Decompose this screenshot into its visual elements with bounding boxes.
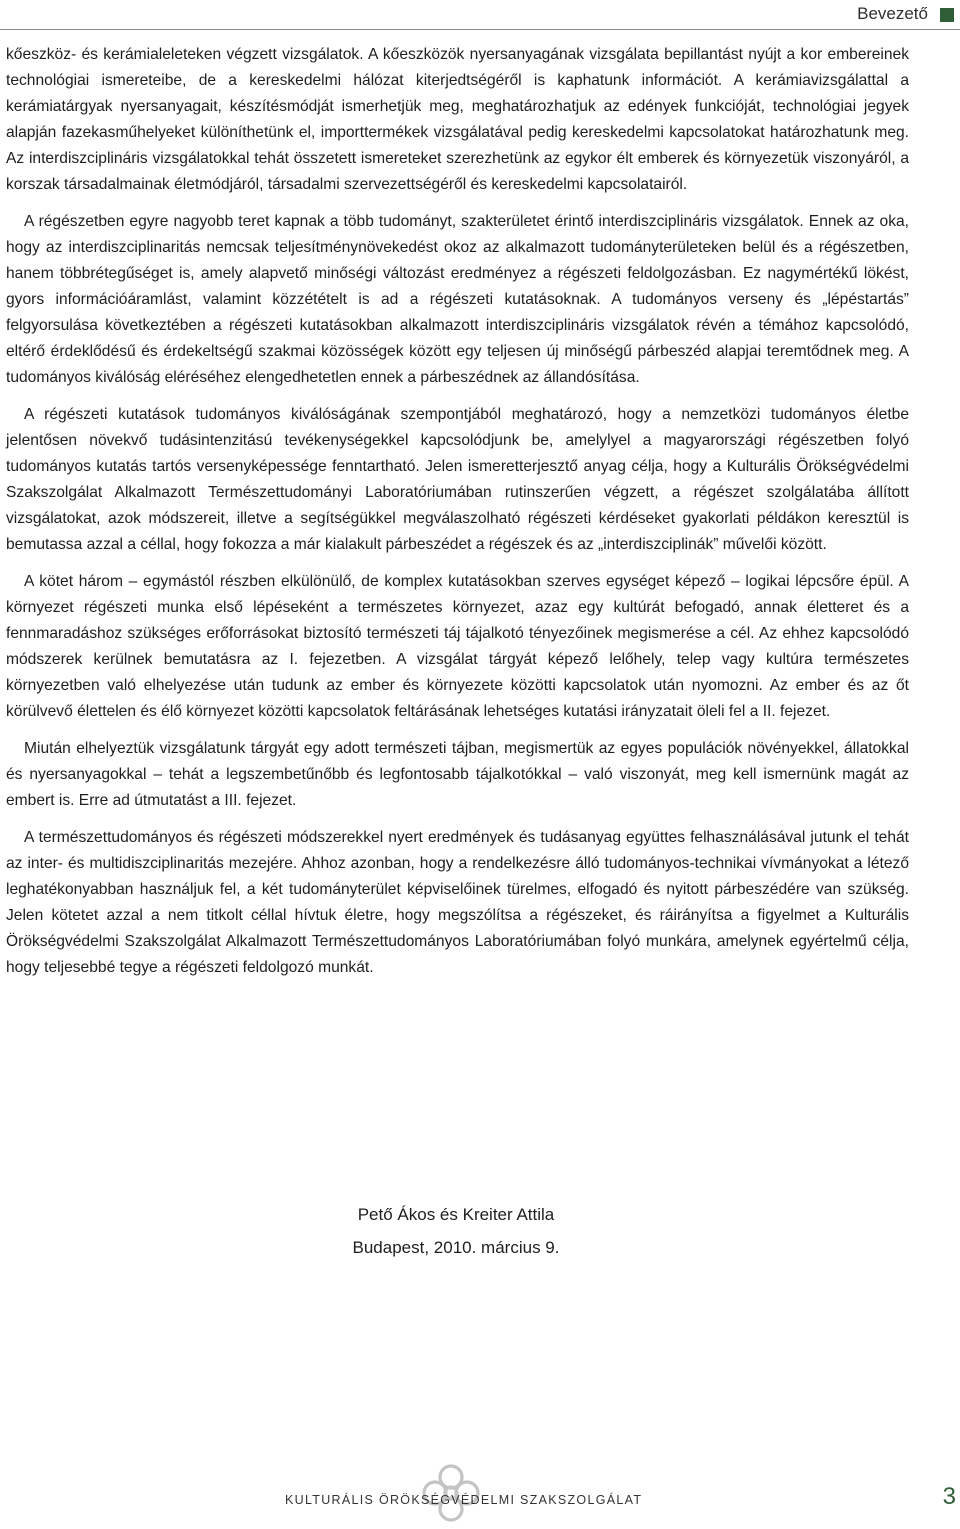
signature-place-date: Budapest, 2010. március 9. xyxy=(352,1238,560,1257)
footer-organization: KULTURÁLIS ÖRÖKSÉGVÉDELMI SZAKSZOLGÁLAT xyxy=(285,1493,643,1507)
signature-block xyxy=(0,1198,912,1264)
page-footer xyxy=(0,1460,960,1529)
paragraph: A régészeti kutatások tudományos kiválóságának szempontjából meghatározó, hogy a nemzetközi tudományos életbe jelentősen növekvő tudásintenzitású tevékenységekkel kapcsolódjunk be, amelylyel a magyarországi régészetben folyó tudományos kutatás tartós versenyképessége fenntartható. Jelen ismeretterjesztő anyag célja, hogy a Kulturális Örökségvédelmi Szakszolgálat Alkalmazott Természettudományi Laboratóriumában rutinszerűen végzett, a régészet szolgálatába állított vizsgálatokat, azok módszereit, illetve a segítségükkel megválaszolható régészeti kérdéseket gyakorlati példákon keresztül is bemutassa azzal a céllal, hogy fokozza a már kialakult párbeszédet a régészek és az „interdiszciplinák” művelői között. xyxy=(6,406,909,553)
header-rule xyxy=(0,29,960,30)
paragraph: kőeszköz- és kerámialeleteken végzett vizsgálatok. A kőeszközök nyersanyagának vizsgálata bepillantást nyújt a kor embereinek technológiai ismereteibe, de a kereskedelmi hálózat kiterjedtségéről is kaphatunk információt. A kerámiavizsgálattal a kerámiatárgyak nyersanyagait, készítésmódját ismerhetjük meg, meghatározhatjuk az edények funkcióját, technológiai jegyek alapján fazekasműhelyeket különíthetünk el, importtermékek vizsgálatával pedig kereskedelmi kapcsolatokat határozhatunk meg. Az interdiszciplináris vizsgálatokkal tehát összetett ismereteket szerezhetünk az egykor élt emberek és környezetük viszonyáról, a korszak társadalmainak életmódjáról, társadalmi szervezettségéről és kereskedelmi kapcsolatairól. xyxy=(6,46,909,193)
paragraph: A régészetben egyre nagyobb teret kapnak a több tudományt, szakterületet érintő interdiszciplináris vizsgálatok. Ennek az oka, hogy az interdiszciplinaritás nemcsak teljesítménynövekedést okoz az alkalmazott tudományterületeken belül és a régészetben, hanem többrétegűséget is, amely alapvető minőségi változást eredményez a régészeti feldolgozásban. Ez nagymértékű lökést, gyors információáramlást, valamint közzétételt is ad a régészeti kutatásoknak. A tudományos verseny és „lépéstartás” felgyorsulása következtében a régészeti kutatásokban alkalmazott interdiszciplináris vizsgálatok révén a témához kapcsolódó, eltérő érdeklődésű és érdekeltségű szakmai közösségek között egy teljesen új minőségű párbeszéd alapjai teremtődnek meg. A tudományos kiválóság eléréséhez elengedhetetlen ennek a párbeszédnek az állandósítása. xyxy=(6,213,909,386)
paragraph: A kötet három – egymástól részben elkülönülő, de komplex kutatásokban szerves egységet képező – logikai lépcsőre épül. A környezet régészeti munka első lépéseként a természetes környezet, azaz egy kultúrát befogadó, annak életteret és a fennmaradáshoz szükséges erőforrásokat biztosító természeti táj tájalkotó tényezőinek megismerése a cél. Az ehhez kapcsolódó módszerek kerülnek bemutatásra az I. fejezetben. A vizsgálat tárgyát képező lelőhely, telep vagy kultúra természetes környezetben való elhelyezése után tudunk az ember és környezete közötti kapcsolatok után nyomozni. Az ember és az őt körülvevő élettelen és élő környezet közötti kapcsolatok feltárásának lehetséges kutatási irányzatait öleli fel a II. fejezet. xyxy=(6,573,909,720)
section-marker-square-icon xyxy=(940,8,954,22)
page-number: 3 xyxy=(942,1483,956,1510)
body-text xyxy=(6,42,909,992)
signature-authors: Pető Ákos és Kreiter Attila xyxy=(357,1205,555,1224)
page-header xyxy=(0,0,960,34)
paragraph: Miután elhelyeztük vizsgálatunk tárgyát egy adott természeti tájban, megismertük az egyes populációk növényekkel, állatokkal és nyersanyagokkal – tehát a legszembetűnőbb és legfontosabb tájalkotókkal – való viszonyát, meg kell ismernünk magát az embert is. Erre ad útmutatást a III. fejezet. xyxy=(6,740,909,809)
paragraph: A természettudományos és régészeti módszerekkel nyert eredmények és tudásanyag együttes felhasználásával jutunk el tehát az inter- és multidiszciplinaritás mezejére. Ahhoz azonban, hogy a rendelkezésre álló tudományos-technikai vívmányokat a létező leghatékonyabban használjuk fel, a két tudományterület képviselőinek türelmes, elfogadó és nyitott párbeszédére van szükség. Jelen kötetet azzal a nem titkolt céllal hívtuk életre, hogy megszólítsa a régészeket, és ráirányítsa a figyelmet a Kulturális Örökségvédelmi Szakszolgálat Alkalmazott Természettudományos Laboratóriumában folyó munkára, amelynek egyértelmű célja, hogy teljesebbé tegye a régészeti feldolgozó munkát. xyxy=(6,829,909,976)
section-title: Bevezető xyxy=(857,4,928,23)
